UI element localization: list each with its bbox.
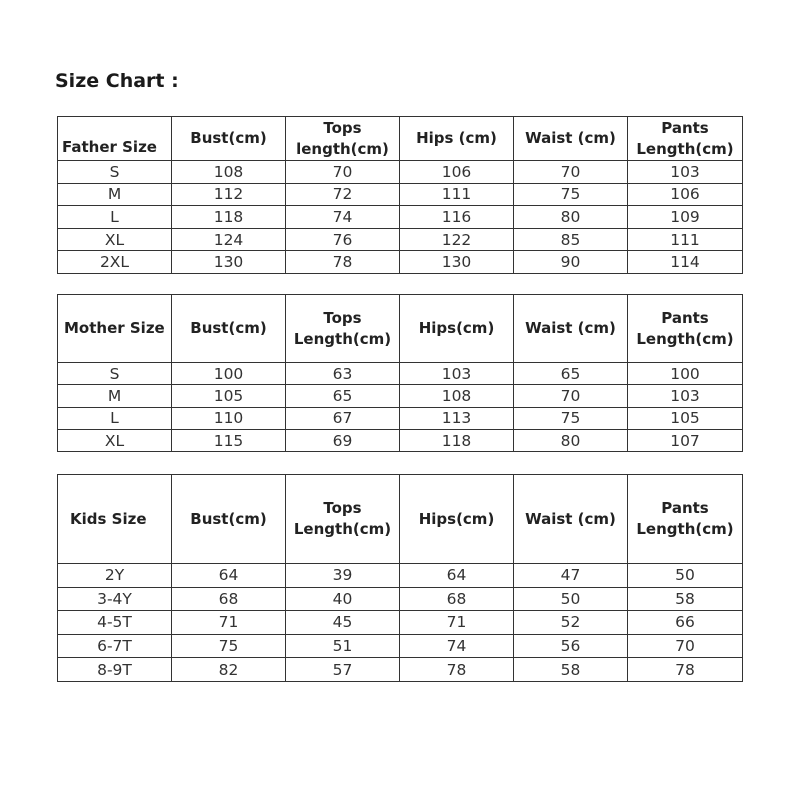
cell-pants-length: 66: [628, 611, 743, 635]
cell-waist: 80: [514, 429, 628, 451]
cell-tops-length: 72: [286, 183, 400, 206]
header-tops-length: Tops length(cm): [286, 117, 400, 161]
cell-size: 3-4Y: [58, 587, 172, 611]
cell-waist: 90: [514, 251, 628, 274]
cell-bust: 112: [172, 183, 286, 206]
cell-bust: 108: [172, 161, 286, 184]
cell-tops-length: 78: [286, 251, 400, 274]
table-row: [58, 183, 743, 206]
header-waist: Waist (cm): [514, 117, 628, 161]
cell-bust: 68: [172, 587, 286, 611]
table-row: [58, 564, 743, 588]
cell-size: M: [58, 183, 172, 206]
header-bust: Bust(cm): [172, 475, 286, 564]
table-row: [58, 228, 743, 251]
cell-waist: 50: [514, 587, 628, 611]
cell-tops-length: 67: [286, 407, 400, 429]
header-pants-length: Pants Length(cm): [628, 117, 743, 161]
cell-hips: 111: [400, 183, 514, 206]
cell-hips: 103: [400, 363, 514, 385]
cell-bust: 75: [172, 634, 286, 658]
cell-size: 2Y: [58, 564, 172, 588]
header-row: [58, 295, 743, 363]
cell-hips: 122: [400, 228, 514, 251]
cell-waist: 52: [514, 611, 628, 635]
cell-pants-length: 105: [628, 407, 743, 429]
kids-size-table: [57, 474, 743, 682]
header-tops-length: Tops Length(cm): [286, 295, 400, 363]
cell-size: 4-5T: [58, 611, 172, 635]
cell-waist: 70: [514, 385, 628, 407]
cell-pants-length: 100: [628, 363, 743, 385]
cell-pants-length: 111: [628, 228, 743, 251]
cell-hips: 118: [400, 429, 514, 451]
cell-size: XL: [58, 429, 172, 451]
header-size: Mother Size: [58, 295, 172, 363]
cell-waist: 58: [514, 658, 628, 682]
father-size-table: [57, 116, 743, 274]
table-row: [58, 429, 743, 451]
cell-hips: 116: [400, 206, 514, 229]
cell-hips: 68: [400, 587, 514, 611]
table-row: [58, 206, 743, 229]
cell-bust: 64: [172, 564, 286, 588]
header-pants-length: Pants Length(cm): [628, 475, 743, 564]
cell-waist: 65: [514, 363, 628, 385]
table-row: [58, 658, 743, 682]
cell-size: 2XL: [58, 251, 172, 274]
cell-tops-length: 57: [286, 658, 400, 682]
header-waist: Waist (cm): [514, 295, 628, 363]
table-row: [58, 587, 743, 611]
table-row: [58, 363, 743, 385]
header-bust: Bust(cm): [172, 295, 286, 363]
cell-size: S: [58, 161, 172, 184]
cell-size: M: [58, 385, 172, 407]
cell-tops-length: 65: [286, 385, 400, 407]
cell-pants-length: 107: [628, 429, 743, 451]
cell-size: 8-9T: [58, 658, 172, 682]
cell-tops-length: 74: [286, 206, 400, 229]
cell-bust: 130: [172, 251, 286, 274]
cell-waist: 70: [514, 161, 628, 184]
header-size: Father Size: [58, 117, 172, 161]
cell-pants-length: 103: [628, 385, 743, 407]
header-row: [58, 475, 743, 564]
cell-tops-length: 39: [286, 564, 400, 588]
header-size: Kids Size: [58, 475, 172, 564]
cell-hips: 113: [400, 407, 514, 429]
cell-tops-length: 63: [286, 363, 400, 385]
cell-bust: 110: [172, 407, 286, 429]
header-hips: Hips(cm): [400, 475, 514, 564]
cell-tops-length: 51: [286, 634, 400, 658]
cell-pants-length: 109: [628, 206, 743, 229]
cell-bust: 115: [172, 429, 286, 451]
cell-pants-length: 58: [628, 587, 743, 611]
cell-hips: 106: [400, 161, 514, 184]
cell-bust: 105: [172, 385, 286, 407]
cell-tops-length: 70: [286, 161, 400, 184]
cell-size: 6-7T: [58, 634, 172, 658]
cell-pants-length: 50: [628, 564, 743, 588]
cell-bust: 124: [172, 228, 286, 251]
cell-pants-length: 70: [628, 634, 743, 658]
cell-bust: 100: [172, 363, 286, 385]
table-row: [58, 251, 743, 274]
cell-bust: 118: [172, 206, 286, 229]
cell-pants-length: 106: [628, 183, 743, 206]
table-row: [58, 385, 743, 407]
cell-waist: 47: [514, 564, 628, 588]
mother-size-table: [57, 294, 743, 452]
cell-hips: 71: [400, 611, 514, 635]
cell-pants-length: 78: [628, 658, 743, 682]
table-row: [58, 407, 743, 429]
cell-hips: 64: [400, 564, 514, 588]
cell-tops-length: 76: [286, 228, 400, 251]
page-title: Size Chart :: [55, 70, 179, 92]
cell-hips: 74: [400, 634, 514, 658]
header-tops-length: Tops Length(cm): [286, 475, 400, 564]
cell-hips: 78: [400, 658, 514, 682]
cell-tops-length: 40: [286, 587, 400, 611]
cell-waist: 85: [514, 228, 628, 251]
cell-waist: 75: [514, 407, 628, 429]
table-row: [58, 161, 743, 184]
cell-waist: 75: [514, 183, 628, 206]
cell-bust: 71: [172, 611, 286, 635]
cell-tops-length: 69: [286, 429, 400, 451]
cell-hips: 108: [400, 385, 514, 407]
table-row: [58, 611, 743, 635]
cell-size: S: [58, 363, 172, 385]
cell-tops-length: 45: [286, 611, 400, 635]
table-row: [58, 634, 743, 658]
cell-waist: 80: [514, 206, 628, 229]
header-waist: Waist (cm): [514, 475, 628, 564]
cell-size: L: [58, 206, 172, 229]
header-hips: Hips (cm): [400, 117, 514, 161]
cell-hips: 130: [400, 251, 514, 274]
cell-waist: 56: [514, 634, 628, 658]
cell-pants-length: 103: [628, 161, 743, 184]
header-pants-length: Pants Length(cm): [628, 295, 743, 363]
header-hips: Hips(cm): [400, 295, 514, 363]
header-row: [58, 117, 743, 161]
cell-bust: 82: [172, 658, 286, 682]
header-bust: Bust(cm): [172, 117, 286, 161]
cell-pants-length: 114: [628, 251, 743, 274]
cell-size: XL: [58, 228, 172, 251]
cell-size: L: [58, 407, 172, 429]
